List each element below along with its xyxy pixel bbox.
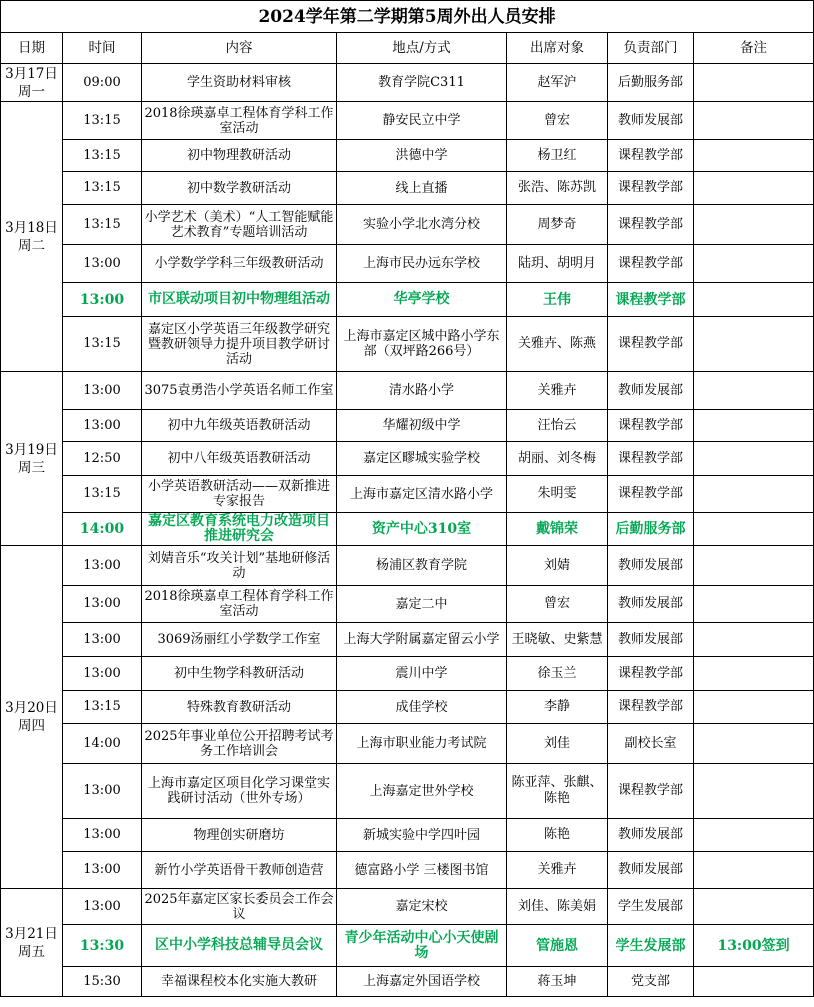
table-row xyxy=(1,442,814,476)
note-cell xyxy=(694,889,814,925)
date-label: 3月18日 xyxy=(5,219,58,236)
content-cell: 嘉定区教育系统电力改造项目推进研究会 xyxy=(142,513,337,546)
content-cell: 2025年事业单位公开招聘考试考务工作培训会 xyxy=(142,724,337,764)
place-cell: 实验小学北水湾分校 xyxy=(337,205,507,245)
attendee-cell: 赵军沪 xyxy=(507,64,608,102)
weekday-label: 周三 xyxy=(18,459,45,476)
table-row xyxy=(1,546,814,586)
header-date: 日期 xyxy=(1,33,63,64)
date-label: 3月17日 xyxy=(5,65,58,82)
dept-cell: 教师发展部 xyxy=(608,852,694,889)
place-cell: 上海大学附属嘉定留云小学 xyxy=(337,623,507,657)
time-cell: 13:15 xyxy=(63,140,142,172)
table-row xyxy=(1,852,814,889)
dept-cell: 党支部 xyxy=(608,967,694,997)
header-time: 时间 xyxy=(63,33,142,64)
place-cell: 资产中心310室 xyxy=(337,513,507,546)
date-cell xyxy=(1,546,63,889)
table-row xyxy=(1,283,814,317)
note-cell xyxy=(694,819,814,852)
place-cell: 洪德中学 xyxy=(337,140,507,172)
place-cell: 德富路小学 三楼图书馆 xyxy=(337,852,507,889)
time-cell: 14:00 xyxy=(63,724,142,764)
place-cell: 青少年活动中心小天使剧场 xyxy=(337,925,507,967)
content-cell: 幸福课程校本化实施大教研 xyxy=(142,967,337,997)
note-cell xyxy=(694,546,814,586)
attendee-cell: 刘佳、陈美娟 xyxy=(507,889,608,925)
content-cell: 初中数学教研活动 xyxy=(142,172,337,205)
attendee-cell: 关雅卉 xyxy=(507,852,608,889)
table-row xyxy=(1,410,814,442)
note-cell xyxy=(694,102,814,140)
time-cell: 13:00 xyxy=(63,852,142,889)
note-cell xyxy=(694,476,814,513)
content-cell: 嘉定区小学英语三年级教学研究暨教研领导力提升项目教学研讨活动 xyxy=(142,317,337,372)
dept-cell: 课程教学部 xyxy=(608,442,694,476)
place-cell: 教育学院C311 xyxy=(337,64,507,102)
note-cell xyxy=(694,410,814,442)
dept-cell: 课程教学部 xyxy=(608,172,694,205)
attendee-cell: 朱明雯 xyxy=(507,476,608,513)
note-cell xyxy=(694,64,814,102)
content-cell: 特殊教育教研活动 xyxy=(142,691,337,724)
content-cell: 区中小学科技总辅导员会议 xyxy=(142,925,337,967)
table-row xyxy=(1,623,814,657)
time-cell: 13:15 xyxy=(63,102,142,140)
attendee-cell: 王晓敏、史紫慧 xyxy=(507,623,608,657)
dept-cell: 课程教学部 xyxy=(608,245,694,283)
page-title: 2024学年第二学期第5周外出人员安排 xyxy=(1,1,814,33)
time-cell: 13:00 xyxy=(63,372,142,410)
note-cell xyxy=(694,586,814,623)
place-cell: 上海市嘉定区城中路小学东部（双坪路266号） xyxy=(337,317,507,372)
time-cell: 13:15 xyxy=(63,476,142,513)
content-cell: 小学艺术（美术）“人工智能赋能艺术教育”专题培训活动 xyxy=(142,205,337,245)
table-row xyxy=(1,317,814,372)
attendee-cell: 刘婧 xyxy=(507,546,608,586)
date-label: 3月19日 xyxy=(5,441,58,458)
dept-cell: 课程教学部 xyxy=(608,317,694,372)
table-row xyxy=(1,64,814,102)
table-row xyxy=(1,925,814,967)
content-cell: 物理创实研磨坊 xyxy=(142,819,337,852)
time-cell: 09:00 xyxy=(63,64,142,102)
date-label: 3月20日 xyxy=(5,700,58,716)
table-row xyxy=(1,724,814,764)
dept-cell: 课程教学部 xyxy=(608,283,694,317)
attendee-cell: 张浩、陈苏凯 xyxy=(507,172,608,205)
time-cell: 13:15 xyxy=(63,172,142,205)
table-row xyxy=(1,967,814,997)
dept-cell: 课程教学部 xyxy=(608,657,694,691)
attendee-cell: 陆玥、胡明月 xyxy=(507,245,608,283)
time-cell: 13:00 xyxy=(63,283,142,317)
table-row xyxy=(1,102,814,140)
header-content: 内容 xyxy=(142,33,337,64)
content-cell: 初中物理教研活动 xyxy=(142,140,337,172)
table-row xyxy=(1,513,814,546)
table-row xyxy=(1,476,814,513)
time-cell: 13:00 xyxy=(63,764,142,819)
content-cell: 初中九年级英语教研活动 xyxy=(142,410,337,442)
note-cell xyxy=(694,283,814,317)
note-cell xyxy=(694,852,814,889)
header-attendee: 出席对象 xyxy=(507,33,608,64)
dept-cell: 教师发展部 xyxy=(608,372,694,410)
table-row xyxy=(1,372,814,410)
date-cell xyxy=(1,64,63,102)
place-cell: 上海嘉定世外学校 xyxy=(337,764,507,819)
time-cell: 13:15 xyxy=(63,205,142,245)
place-cell: 上海市嘉定区清水路小学 xyxy=(337,476,507,513)
note-cell: 13:00签到 xyxy=(694,925,814,967)
attendee-cell: 蒋玉坤 xyxy=(507,967,608,997)
place-cell: 华亭学校 xyxy=(337,283,507,317)
content-cell: 2025年嘉定区家长委员会工作会议 xyxy=(142,889,337,925)
note-cell xyxy=(694,623,814,657)
place-cell: 上海市民办远东学校 xyxy=(337,245,507,283)
content-cell: 初中生物学科教研活动 xyxy=(142,657,337,691)
weekday-label: 周五 xyxy=(18,943,45,960)
date-label: 3月21日 xyxy=(5,925,58,942)
header-place: 地点/方式 xyxy=(337,33,507,64)
attendee-cell: 陈艳 xyxy=(507,819,608,852)
attendee-cell: 王伟 xyxy=(507,283,608,317)
place-cell: 杨浦区教育学院 xyxy=(337,546,507,586)
content-cell: 学生资助材料审核 xyxy=(142,64,337,102)
attendee-cell: 戴锦荣 xyxy=(507,513,608,546)
time-cell: 13:15 xyxy=(63,317,142,372)
content-cell: 2018徐瑛嘉卓工程体育学科工作室活动 xyxy=(142,102,337,140)
place-cell: 清水路小学 xyxy=(337,372,507,410)
date-cell xyxy=(1,889,63,997)
table-row xyxy=(1,586,814,623)
time-cell: 13:00 xyxy=(63,657,142,691)
table-row xyxy=(1,205,814,245)
place-cell: 华耀初级中学 xyxy=(337,410,507,442)
note-cell xyxy=(694,724,814,764)
date-cell xyxy=(1,102,63,372)
content-cell: 上海市嘉定区项目化学习课堂实践研讨活动（世外专场） xyxy=(142,764,337,819)
content-cell: 刘婧音乐“攻关计划”基地研修活动 xyxy=(142,546,337,586)
attendee-cell: 李静 xyxy=(507,691,608,724)
attendee-cell: 管施恩 xyxy=(507,925,608,967)
dept-cell: 课程教学部 xyxy=(608,764,694,819)
table-row xyxy=(1,764,814,819)
dept-cell: 课程教学部 xyxy=(608,410,694,442)
dept-cell: 学生发展部 xyxy=(608,889,694,925)
content-cell: 初中八年级英语教研活动 xyxy=(142,442,337,476)
content-cell: 3075袁勇浩小学英语名师工作室 xyxy=(142,372,337,410)
note-cell xyxy=(694,205,814,245)
content-cell: 3069汤丽红小学数学工作室 xyxy=(142,623,337,657)
place-cell: 成佳学校 xyxy=(337,691,507,724)
dept-cell: 教师发展部 xyxy=(608,586,694,623)
content-cell: 小学英语教研活动——双新推进 专家报告 xyxy=(142,476,337,513)
place-cell: 上海市职业能力考试院 xyxy=(337,724,507,764)
weekday-label: 周一 xyxy=(18,83,45,100)
attendee-cell: 周梦奇 xyxy=(507,205,608,245)
note-cell xyxy=(694,513,814,546)
content-cell: 新竹小学英语骨干教师创造营 xyxy=(142,852,337,889)
time-cell: 13:15 xyxy=(63,691,142,724)
attendee-cell: 汪怡云 xyxy=(507,410,608,442)
place-cell: 嘉定区疁城实验学校 xyxy=(337,442,507,476)
time-cell: 13:00 xyxy=(63,586,142,623)
dept-cell: 学生发展部 xyxy=(608,925,694,967)
note-cell xyxy=(694,372,814,410)
attendee-cell: 关雅卉、陈燕 xyxy=(507,317,608,372)
place-cell: 静安民立中学 xyxy=(337,102,507,140)
dept-cell: 课程教学部 xyxy=(608,476,694,513)
attendee-cell: 曾宏 xyxy=(507,586,608,623)
date-cell xyxy=(1,372,63,546)
note-cell xyxy=(694,245,814,283)
time-cell: 13:00 xyxy=(63,623,142,657)
place-cell: 新城实验中学四叶园 xyxy=(337,819,507,852)
note-cell xyxy=(694,140,814,172)
dept-cell: 后勤服务部 xyxy=(608,64,694,102)
attendee-cell: 杨卫红 xyxy=(507,140,608,172)
time-cell: 13:00 xyxy=(63,546,142,586)
place-cell: 震川中学 xyxy=(337,657,507,691)
time-cell: 13:30 xyxy=(63,925,142,967)
attendee-cell: 陈亚萍、张麒、陈艳 xyxy=(507,764,608,819)
dept-cell: 教师发展部 xyxy=(608,819,694,852)
dept-cell: 教师发展部 xyxy=(608,623,694,657)
header-note: 备注 xyxy=(694,33,814,64)
place-cell: 线上直播 xyxy=(337,172,507,205)
note-cell xyxy=(694,657,814,691)
dept-cell: 教师发展部 xyxy=(608,546,694,586)
note-cell xyxy=(694,764,814,819)
dept-cell: 后勤服务部 xyxy=(608,513,694,546)
table-row xyxy=(1,889,814,925)
table-row xyxy=(1,172,814,205)
note-cell xyxy=(694,172,814,205)
time-cell: 13:00 xyxy=(63,819,142,852)
dept-cell: 课程教学部 xyxy=(608,205,694,245)
content-cell: 2018徐瑛嘉卓工程体育学科工作室活动 xyxy=(142,586,337,623)
time-cell: 12:50 xyxy=(63,442,142,476)
time-cell: 15:30 xyxy=(63,967,142,997)
dept-cell: 课程教学部 xyxy=(608,140,694,172)
time-cell: 13:00 xyxy=(63,245,142,283)
table-row xyxy=(1,657,814,691)
content-cell: 小学数学学科三年级教研活动 xyxy=(142,245,337,283)
table-row xyxy=(1,819,814,852)
note-cell xyxy=(694,317,814,372)
dept-cell: 副校长室 xyxy=(608,724,694,764)
header-dept: 负责部门 xyxy=(608,33,694,64)
time-cell: 13:00 xyxy=(63,889,142,925)
attendee-cell: 刘佳 xyxy=(507,724,608,764)
weekday-label: 周二 xyxy=(18,237,45,254)
attendee-cell: 曾宏 xyxy=(507,102,608,140)
time-cell: 14:00 xyxy=(63,513,142,546)
attendee-cell: 徐玉兰 xyxy=(507,657,608,691)
content-cell: 市区联动项目初中物理组活动 xyxy=(142,283,337,317)
place-cell: 嘉定二中 xyxy=(337,586,507,623)
attendee-cell: 关雅卉 xyxy=(507,372,608,410)
note-cell xyxy=(694,442,814,476)
table-row xyxy=(1,245,814,283)
dept-cell: 课程教学部 xyxy=(608,691,694,724)
place-cell: 上海嘉定外国语学校 xyxy=(337,967,507,997)
attendee-cell: 胡丽、刘冬梅 xyxy=(507,442,608,476)
weekday-label: 周四 xyxy=(18,718,45,734)
note-cell xyxy=(694,691,814,724)
note-cell xyxy=(694,967,814,997)
place-cell: 嘉定宋校 xyxy=(337,889,507,925)
time-cell: 13:00 xyxy=(63,410,142,442)
table-row xyxy=(1,691,814,724)
table-row xyxy=(1,140,814,172)
dept-cell: 教师发展部 xyxy=(608,102,694,140)
